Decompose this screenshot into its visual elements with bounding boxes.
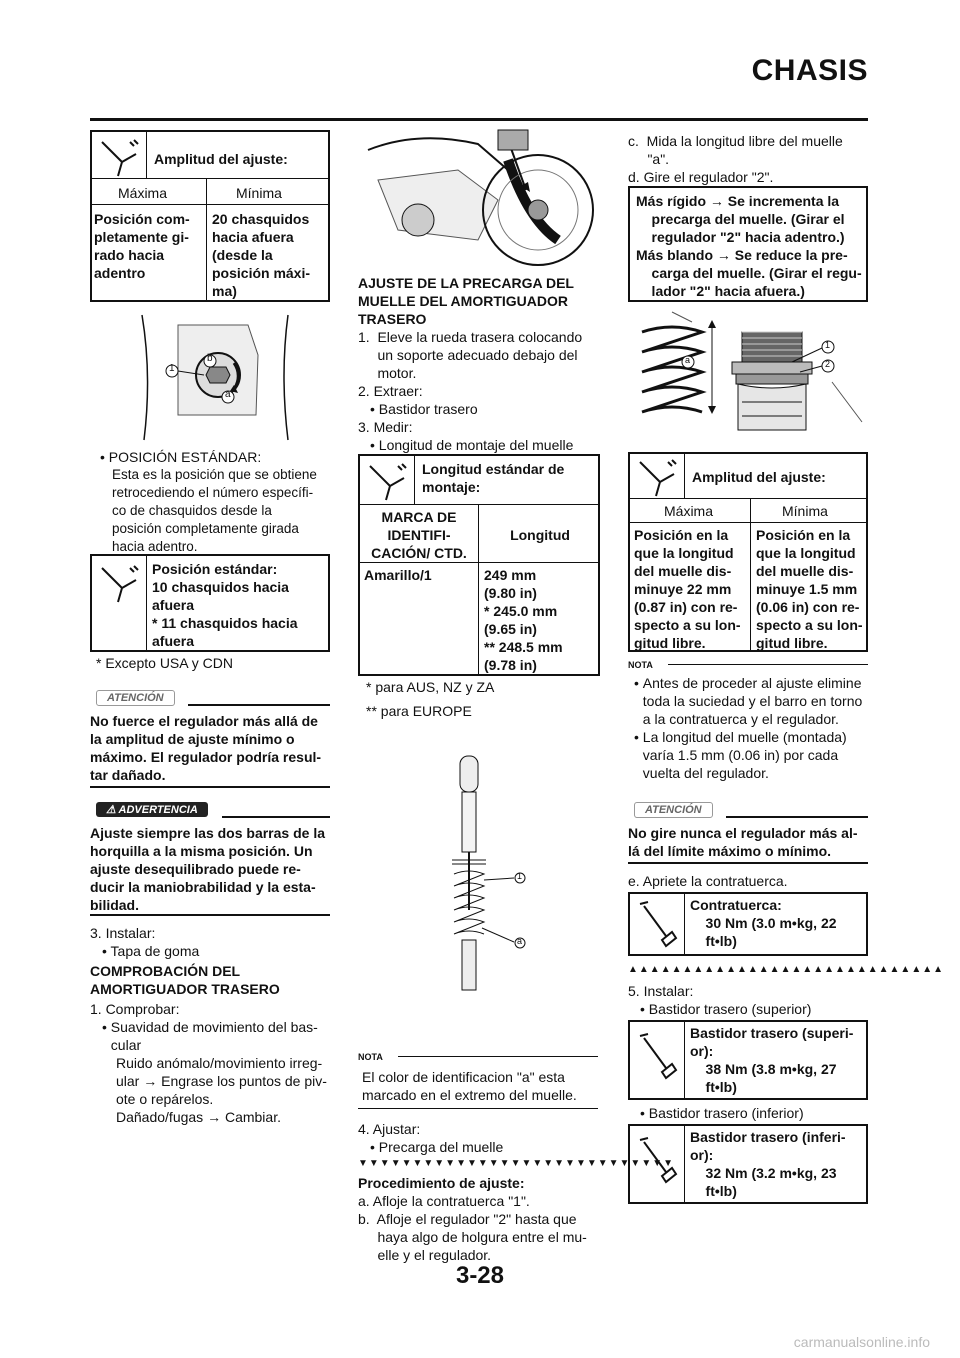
std-position-value: Posición estándar: 10 chasquidos hacia afuera * 11 chasquidos hacia afuera (152, 561, 298, 649)
spring-adjuster-figure (632, 312, 866, 442)
caution-badge: ATENCIÓN (96, 690, 175, 706)
procedure-e: e. Apriete la contratuerca. (628, 873, 788, 889)
preload-step-4: 4. Ajustar: (358, 1121, 421, 1137)
spring-adj-min: Posición en la que la longitud del muelle dis- minuye 1.5 mm (0.06 in) con re- specto a su lon- gitud libre. (756, 527, 863, 651)
procedure-end-marker: ▲▲▲▲▲▲▲▲▲▲▲▲▲▲▲▲▲▲▲▲▲▲▲▲▲▲▲▲▲ (628, 964, 945, 975)
step-3: 3. Instalar: (90, 925, 156, 941)
nota-text: El color de identificacion "a" esta marcado en el extremo del muelle. (362, 1069, 577, 1103)
preload-step-1: 1. Eleve la rueda trasera colocando un soporte adecuado debajo del motor. (358, 329, 583, 381)
preload-step-3: 3. Medir: (358, 419, 413, 435)
header-rule (90, 118, 868, 121)
shock-label-a: a (517, 936, 523, 946)
spring-label-1: 1 (825, 340, 831, 350)
step-5-item-1: • Bastidor trasero (superior) (640, 1001, 812, 1017)
torque-locknut-value: Contratuerca: 30 Nm (3.0 m•kg, 22 ft•lb) (690, 897, 837, 949)
preload-step-2: 2. Extraer: (358, 383, 423, 399)
caution-text: No fuerce el regulador más allá de la amplitud de ajuste mínimo o máximo. El regulador podría resul- tar dañado. (90, 713, 322, 783)
spring-label-2: 2 (825, 359, 831, 369)
stiffness-text: Más rígido → Se incrementa la precarga del muelle. (Girar el regulador "2" hacia adentro.) Más blando → Se reduce la pre- carga del muelle. (Girar el regu- lador "2" hacia afuera.) (636, 193, 862, 299)
rear-wheel-figure (358, 130, 598, 270)
procedure-d: d. Gire el regulador "2". (628, 169, 774, 185)
torque-locknut-box (628, 892, 868, 956)
procedure-title: Procedimiento de ajuste: (358, 1175, 525, 1191)
wrench-icon (364, 460, 412, 509)
step-5-item-2: • Bastidor trasero (inferior) (640, 1105, 804, 1121)
std-position-text: Esta es la posición que se obtiene retrocediendo el número específi- co de chasquidos desde la posición completamente girada hacia adentro. (112, 467, 317, 554)
spring-adj-max: Posición en la que la longitud del muelle dis- minuye 22 mm (0.87 in) con re- specto a su lon- gitud libre. (634, 527, 741, 651)
len-row-length: 249 mm (9.80 in) * 245.0 mm (9.65 in) ** 248.5 mm (9.78 in) (484, 567, 563, 673)
torque-lower-box (628, 1124, 868, 1204)
preload-step-4-item: • Precarga del muelle (370, 1139, 504, 1155)
shock-label-1: 1 (517, 871, 523, 881)
preload-section-title: AJUSTE DE LA PRECARGA DEL MUELLE DEL AMORTIGUADOR TRASERO (358, 275, 574, 327)
fig1-label-b: b (207, 353, 213, 364)
wrench-icon (96, 562, 144, 611)
preload-step-2-item: • Bastidor trasero (370, 401, 478, 417)
note-europe: ** para EUROPE (366, 703, 472, 719)
len-col-id: MARCA DE IDENTIFI- CACIÓN/ CTD. (371, 509, 467, 561)
fig1-label-1: 1 (169, 363, 175, 374)
procedure-b: b. Afloje el regulador "2" hasta que haya algo de holgura entre el mu- elle y el regulador. (358, 1211, 587, 1263)
spring-label-a: a (685, 355, 691, 365)
nota-bullet-1: • Antes de proceder al ajuste elimine toda la suciedad y el barro en torno a la contratuerca y el regulador. (634, 675, 863, 727)
step-3-item: • Tapa de goma (102, 943, 200, 959)
nota-bullet-2: • La longitud del muelle (montada) varía 1.5 mm (0.06 in) por cada vuelta del regulador. (634, 729, 847, 781)
nota-label: NOTA (358, 1052, 383, 1062)
std-position-box (90, 554, 330, 652)
torque-lower-value: Bastidor trasero (inferi- or): 32 Nm (3.2 m•kg, 23 ft•lb) (690, 1129, 846, 1199)
spring-adj-col-max: Máxima (664, 503, 714, 519)
std-position-bullet: • POSICIÓN ESTÁNDAR: (100, 449, 262, 465)
step-1-line3: Dañado/fugas → Cambiar. (116, 1109, 281, 1125)
step-5: 5. Instalar: (628, 983, 694, 999)
step-1-line2: Ruido anómalo/movimiento irreg- ular → Engrase los puntos de piv- ote o repárelos. (116, 1055, 327, 1107)
adj-col-max: Máxima (118, 185, 168, 201)
procedure-c: c. Mida la longitud libre del muelle "a". (628, 133, 843, 167)
spring-adj-col-min: Mínima (782, 503, 828, 519)
torque-wrench-icon (636, 900, 680, 955)
adj-table-header: Amplitud del ajuste: (154, 151, 288, 167)
len-row-id: Amarillo/1 (364, 567, 432, 583)
page-number: 3-28 (455, 1262, 505, 1289)
procedure-a: a. Afloje la contratuerca "1". (358, 1193, 530, 1209)
step-1-item: • Suavidad de movimiento del bas- cular (102, 1019, 318, 1053)
len-table-header: Longitud estándar de montaje: (422, 461, 565, 495)
step-1: 1. Comprobar: (90, 1001, 180, 1017)
wrench-icon (96, 136, 144, 180)
caution-text-2: No gire nunca el regulador más al- lá del límite máximo o mínimo. (628, 825, 858, 859)
caution-badge-2: ATENCIÓN (634, 802, 713, 818)
note-aus: * para AUS, NZ y ZA (366, 679, 495, 695)
spring-length-table (358, 454, 600, 676)
spring-adj-range-table (628, 452, 868, 652)
check-section-title: COMPROBACIÓN DEL AMORTIGUADOR TRASERO (90, 963, 280, 997)
adj-col-min: Mínima (236, 185, 282, 201)
adjustment-range-table (90, 130, 330, 302)
torque-wrench-icon (636, 1032, 680, 1087)
nota-label-2: NOTA (628, 660, 653, 670)
fig1-label-a: a (225, 389, 231, 400)
torque-upper-box (628, 1020, 868, 1100)
len-col-length: Longitud (510, 527, 570, 543)
torque-wrench-icon (636, 1136, 680, 1191)
watermark: carmanualsonline.info (793, 1334, 930, 1350)
procedure-start-marker: ▼▼▼▼▼▼▼▼▼▼▼▼▼▼▼▼▼▼▼▼▼▼▼▼▼▼▼▼▼ (358, 1158, 675, 1169)
warning-text: Ajuste siempre las dos barras de la horquilla a la misma posición. Un ajuste desequilibrado puede re- ducir la maniobrabilidad y la esta- bilidad. (90, 825, 325, 913)
std-position-note: * Excepto USA y CDN (96, 655, 233, 671)
adj-max-value: Posición com- pletamente gi- rado hacia adentro (94, 211, 190, 281)
stiffness-box (628, 186, 868, 302)
torque-upper-value: Bastidor trasero (superi- or): 38 Nm (3.8 m•kg, 27 ft•lb) (690, 1025, 854, 1095)
shock-figure (440, 750, 540, 1000)
page-title: CHASIS (751, 54, 868, 87)
warning-badge: ⚠ ADVERTENCIA (96, 802, 208, 817)
adj-min-value: 20 chasquidos hacia afuera (desde la posición máxi- ma) (212, 211, 311, 299)
fork-adjuster-figure (138, 315, 298, 440)
preload-step-3-item: • Longitud de montaje del muelle (370, 437, 574, 453)
spring-adj-header: Amplitud del ajuste: (692, 469, 826, 485)
